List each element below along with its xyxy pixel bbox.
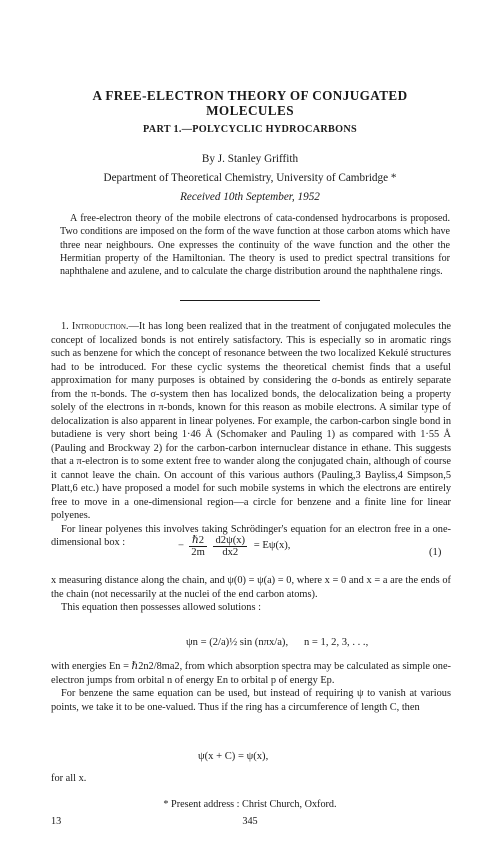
eq1-fraction-hbar: $\frac{\text{ℏ2}}{2m}$ (191, 535, 205, 558)
article-body-continued (51, 574, 451, 615)
paragraph-4: This equation then possesses allowed solutions : (61, 602, 261, 613)
eq1-rhs: = Eψ(x), (253, 540, 291, 552)
paragraph-5: with energies En = ℏ2n2/8ma2, from which absorption spectra may be calculated as simple one-electron jumps from orbital n of energy En to orbital p of energy Ep. (51, 661, 451, 686)
page-number: 345 (242, 816, 258, 827)
paragraph-1-text: —It has long been realized that in the treatment of conjugated molecules the concept of localized bonds is not entirely satisfactory. This is especially so in aromatic rings such as benzene for which the concept of resonance between the two localized Kekulé structures had to be introduced. For these cyclic systems the theoretical chemist finds that a useful approximation for many purposes is obtained by considering the σ-bonds as entirely separate from the π-bonds. The σ-system then has localized bonds, the delocalization being a property solely of the electrons in π-bonds, known for this reason as mobile electrons. A similar type of delocalization is also apparent in linear polyenes. For example, the carbon-carbon single bond in butadiene is very short being 1·46 Å (Schomaker and Pauling 1) as compared with 1·55 Å (Pauling and Brockway 2) for the carbon-carbon internuclear distance in ethane. This suggests that a π-electron is to some extent free to wander along the conjugated chain, although of course it cannot leave the chain. On account of this various authors (Pauling,3 Bayliss,4 Simpson,5 Platt,6 etc.) have proposed a model for such mobile systems in which the electrons are entirely free to move in a one-dimensional region—a circle for benzene and a finite line for linear polyenes. (51, 321, 451, 521)
issue-number: 13 (51, 816, 62, 827)
author-line (60, 153, 440, 165)
abstract (60, 212, 450, 278)
eq1-fraction-derivative: $\frac{d2\psi(x)}{dx2}$ (215, 534, 246, 558)
paragraph-6: For benzene the same equation can be used, but instead of requiring ψ to vanish at various points, we take it to be one-valued. Thus if the ring has a circumference of length C, then (51, 688, 451, 713)
article-body-continued-2 (51, 660, 451, 714)
equation-3: ψ(x + C) = ψ(x), (198, 751, 269, 762)
footnote: * Present address : Christ Church, Oxford. (163, 799, 337, 810)
paragraph-introduction (51, 320, 451, 523)
section-heading: 1. Introduction. (61, 321, 129, 332)
affiliation: Department of Theoretical Chemistry, University of Cambridge * (103, 172, 397, 184)
paper-subtitle: PART 1.—POLYCYCLIC HYDROCARBONS (143, 124, 357, 135)
abstract-text: A free-electron theory of the mobile electrons of cata-condensed hydrocarbons is proposed. Two conditions are imposed on the form of the wave function at those carbon atoms which have three near neighbours. One expresses the continuity of the wave function and the other the Hermitian property of the Hamiltonian. The theory is used to predict spectral transitions for naphthalene and azulene, and to calculate the charge distribution around the naphthalene rings. (60, 213, 450, 278)
equation-1: − $\frac{\text{ℏ2}}{2m}$ $\frac{d2\psi(x)}{dx2}$ = Eψ(x), (178, 534, 291, 558)
paper-title (60, 88, 440, 118)
equation-1-number: (1) (429, 547, 442, 558)
title-line-1: A FREE-ELECTRON THEORY OF CONJUGATED (92, 88, 408, 103)
received-date: Received 10th September, 1952 (180, 191, 320, 203)
article-body (51, 320, 451, 550)
paragraph-3: x measuring distance along the chain, and ψ(0) = ψ(a) = 0, where x = 0 and x = a are the ends of the chain (not necessarily at the nuclei of the end carbon atoms). (51, 575, 451, 600)
author-name: By J. Stanley Griffith (201, 153, 299, 165)
paragraph-2: For linear polyenes this involves taking Schrödinger's equation for an electron free in a one-dimensional box : (51, 523, 451, 548)
section-divider (180, 300, 320, 301)
article-body-continued-3 (51, 772, 451, 786)
equation-2: ψn = (2/a)½ sin (nπx/a), n = 1, 2, 3, . . ., (186, 637, 369, 648)
title-line-2: MOLECULES (206, 103, 294, 118)
paragraph-7: for all x. (51, 773, 87, 784)
